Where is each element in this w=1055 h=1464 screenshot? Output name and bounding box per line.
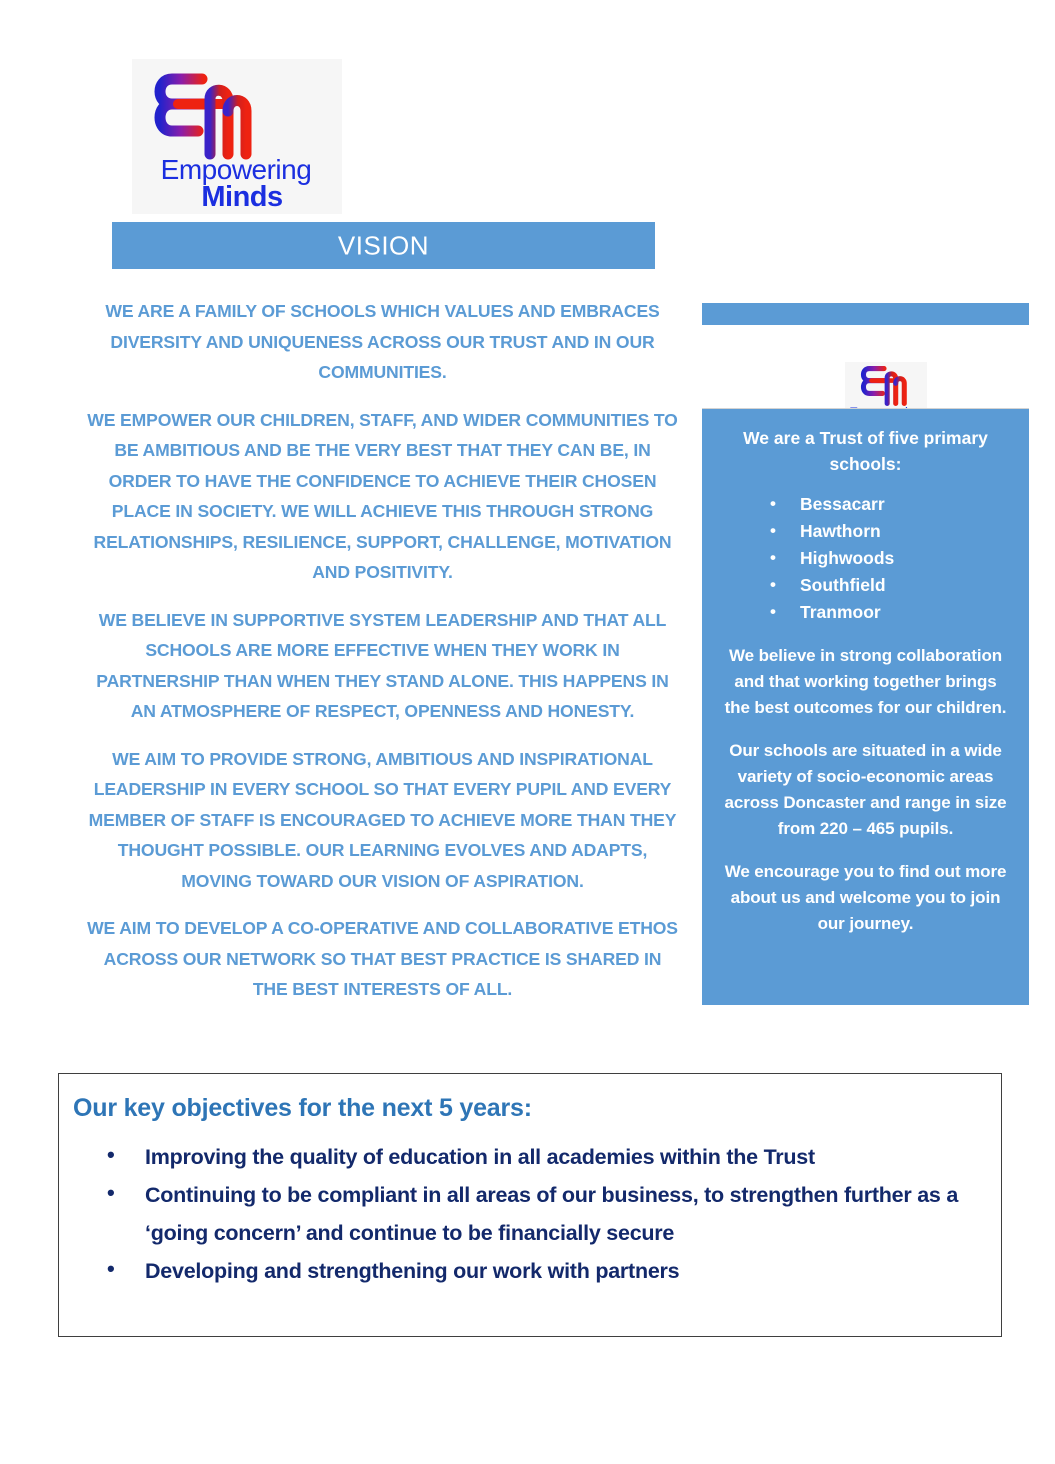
vision-statement-body: [84, 296, 681, 1005]
vision-paragraph: WE ARE A FAMILY OF SCHOOLS WHICH VALUES AND EMBRACES DIVERSITY AND UNIQUENESS ACROSS OUR TRUST AND IN OUR COMMUNITIES.: [105, 301, 660, 382]
svg-text:Minds: Minds: [201, 181, 283, 213]
key-objectives-list: [59, 1138, 1001, 1290]
logo-artwork: [132, 59, 342, 214]
vision-banner-title: VISION: [337, 230, 430, 260]
list-item: • Continuing to be compliant in all areas of our business, to strengthen further as a ‘going concern’ and continue to be financially secure: [107, 1176, 961, 1252]
trust-panel-paragraph: Our schools are situated in a wide variety of socio-economic areas across Doncaster and range in size from 220 – 465 pupils.: [724, 741, 1007, 838]
trust-panel-heading: We are a Trust of five primary schools:: [743, 428, 988, 474]
school-list: [724, 491, 1007, 626]
vision-paragraph: WE AIM TO PROVIDE STRONG, AMBITIOUS AND INSPIRATIONAL LEADERSHIP IN EVERY SCHOOL SO THAT EVERY PUPIL AND EVERY MEMBER OF STAFF IS ENCOURAGED TO ACHIEVE MORE THAN THEY THOUGHT POSSIBLE. OUR LEARNING EVOLVES AND ADAPTS, MOVING TOWARD OUR VISION OF ASPIRATION.: [88, 748, 677, 891]
list-item: • Improving the quality of education in all academies within the Trust: [107, 1138, 961, 1176]
svg-text:Empowering: Empowering: [160, 154, 312, 185]
vision-banner: [112, 222, 655, 269]
list-item: • Bessacarr: [770, 491, 1007, 518]
trust-panel-paragraph: We believe in strong collaboration and that working together brings the best outcomes for our children.: [724, 646, 1007, 717]
empowering-minds-logo: [132, 59, 342, 214]
vision-paragraph: WE AIM TO DEVELOP A CO-OPERATIVE AND COLLABORATIVE ETHOS ACROSS OUR NETWORK SO THAT BEST PRACTICE IS SHARED IN THE BEST INTERESTS OF ALL.: [87, 918, 678, 999]
key-objectives-box: [58, 1073, 1002, 1337]
trust-panel-paragraphs: [724, 643, 1007, 937]
list-item: • Hawthorn: [770, 518, 1007, 545]
trust-panel-paragraph: We encourage you to find out more about us and welcome you to join our journey.: [724, 862, 1007, 933]
list-item: • Developing and strengthening our work with partners: [107, 1252, 961, 1290]
list-item: • Southfield: [770, 572, 1007, 599]
list-item: • Tranmoor: [770, 599, 1007, 626]
trust-panel-topbar: [702, 303, 1029, 325]
trust-info-panel: [702, 408, 1029, 1005]
list-item: • Highwoods: [770, 545, 1007, 572]
vision-paragraph: WE EMPOWER OUR CHILDREN, STAFF, AND WIDER COMMUNITIES TO BE AMBITIOUS AND BE THE VERY BEST THAT THEY CAN BE, IN ORDER TO HAVE THE CONFIDENCE TO ACHIEVE THEIR CHOSEN PLACE IN SOCIETY. WE WILL ACHIEVE THIS THROUGH STRONG RELATIONSHIPS, RESILIENCE, SUPPORT, CHALLENGE, MOTIVATION AND POSITIVITY.: [87, 409, 678, 582]
vision-paragraph: WE BELIEVE IN SUPPORTIVE SYSTEM LEADERSHIP AND THAT ALL SCHOOLS ARE MORE EFFECTIVE WHEN THEY WORK IN PARTNERSHIP THAN WHEN THEY STAND ALONE. THIS HAPPENS IN AN ATMOSPHERE OF RESPECT, OPENNESS AND HONESTY.: [96, 609, 669, 721]
key-objectives-heading: Our key objectives for the next 5 years:: [73, 1094, 532, 1122]
empowering-minds-logo-small: [845, 362, 927, 408]
